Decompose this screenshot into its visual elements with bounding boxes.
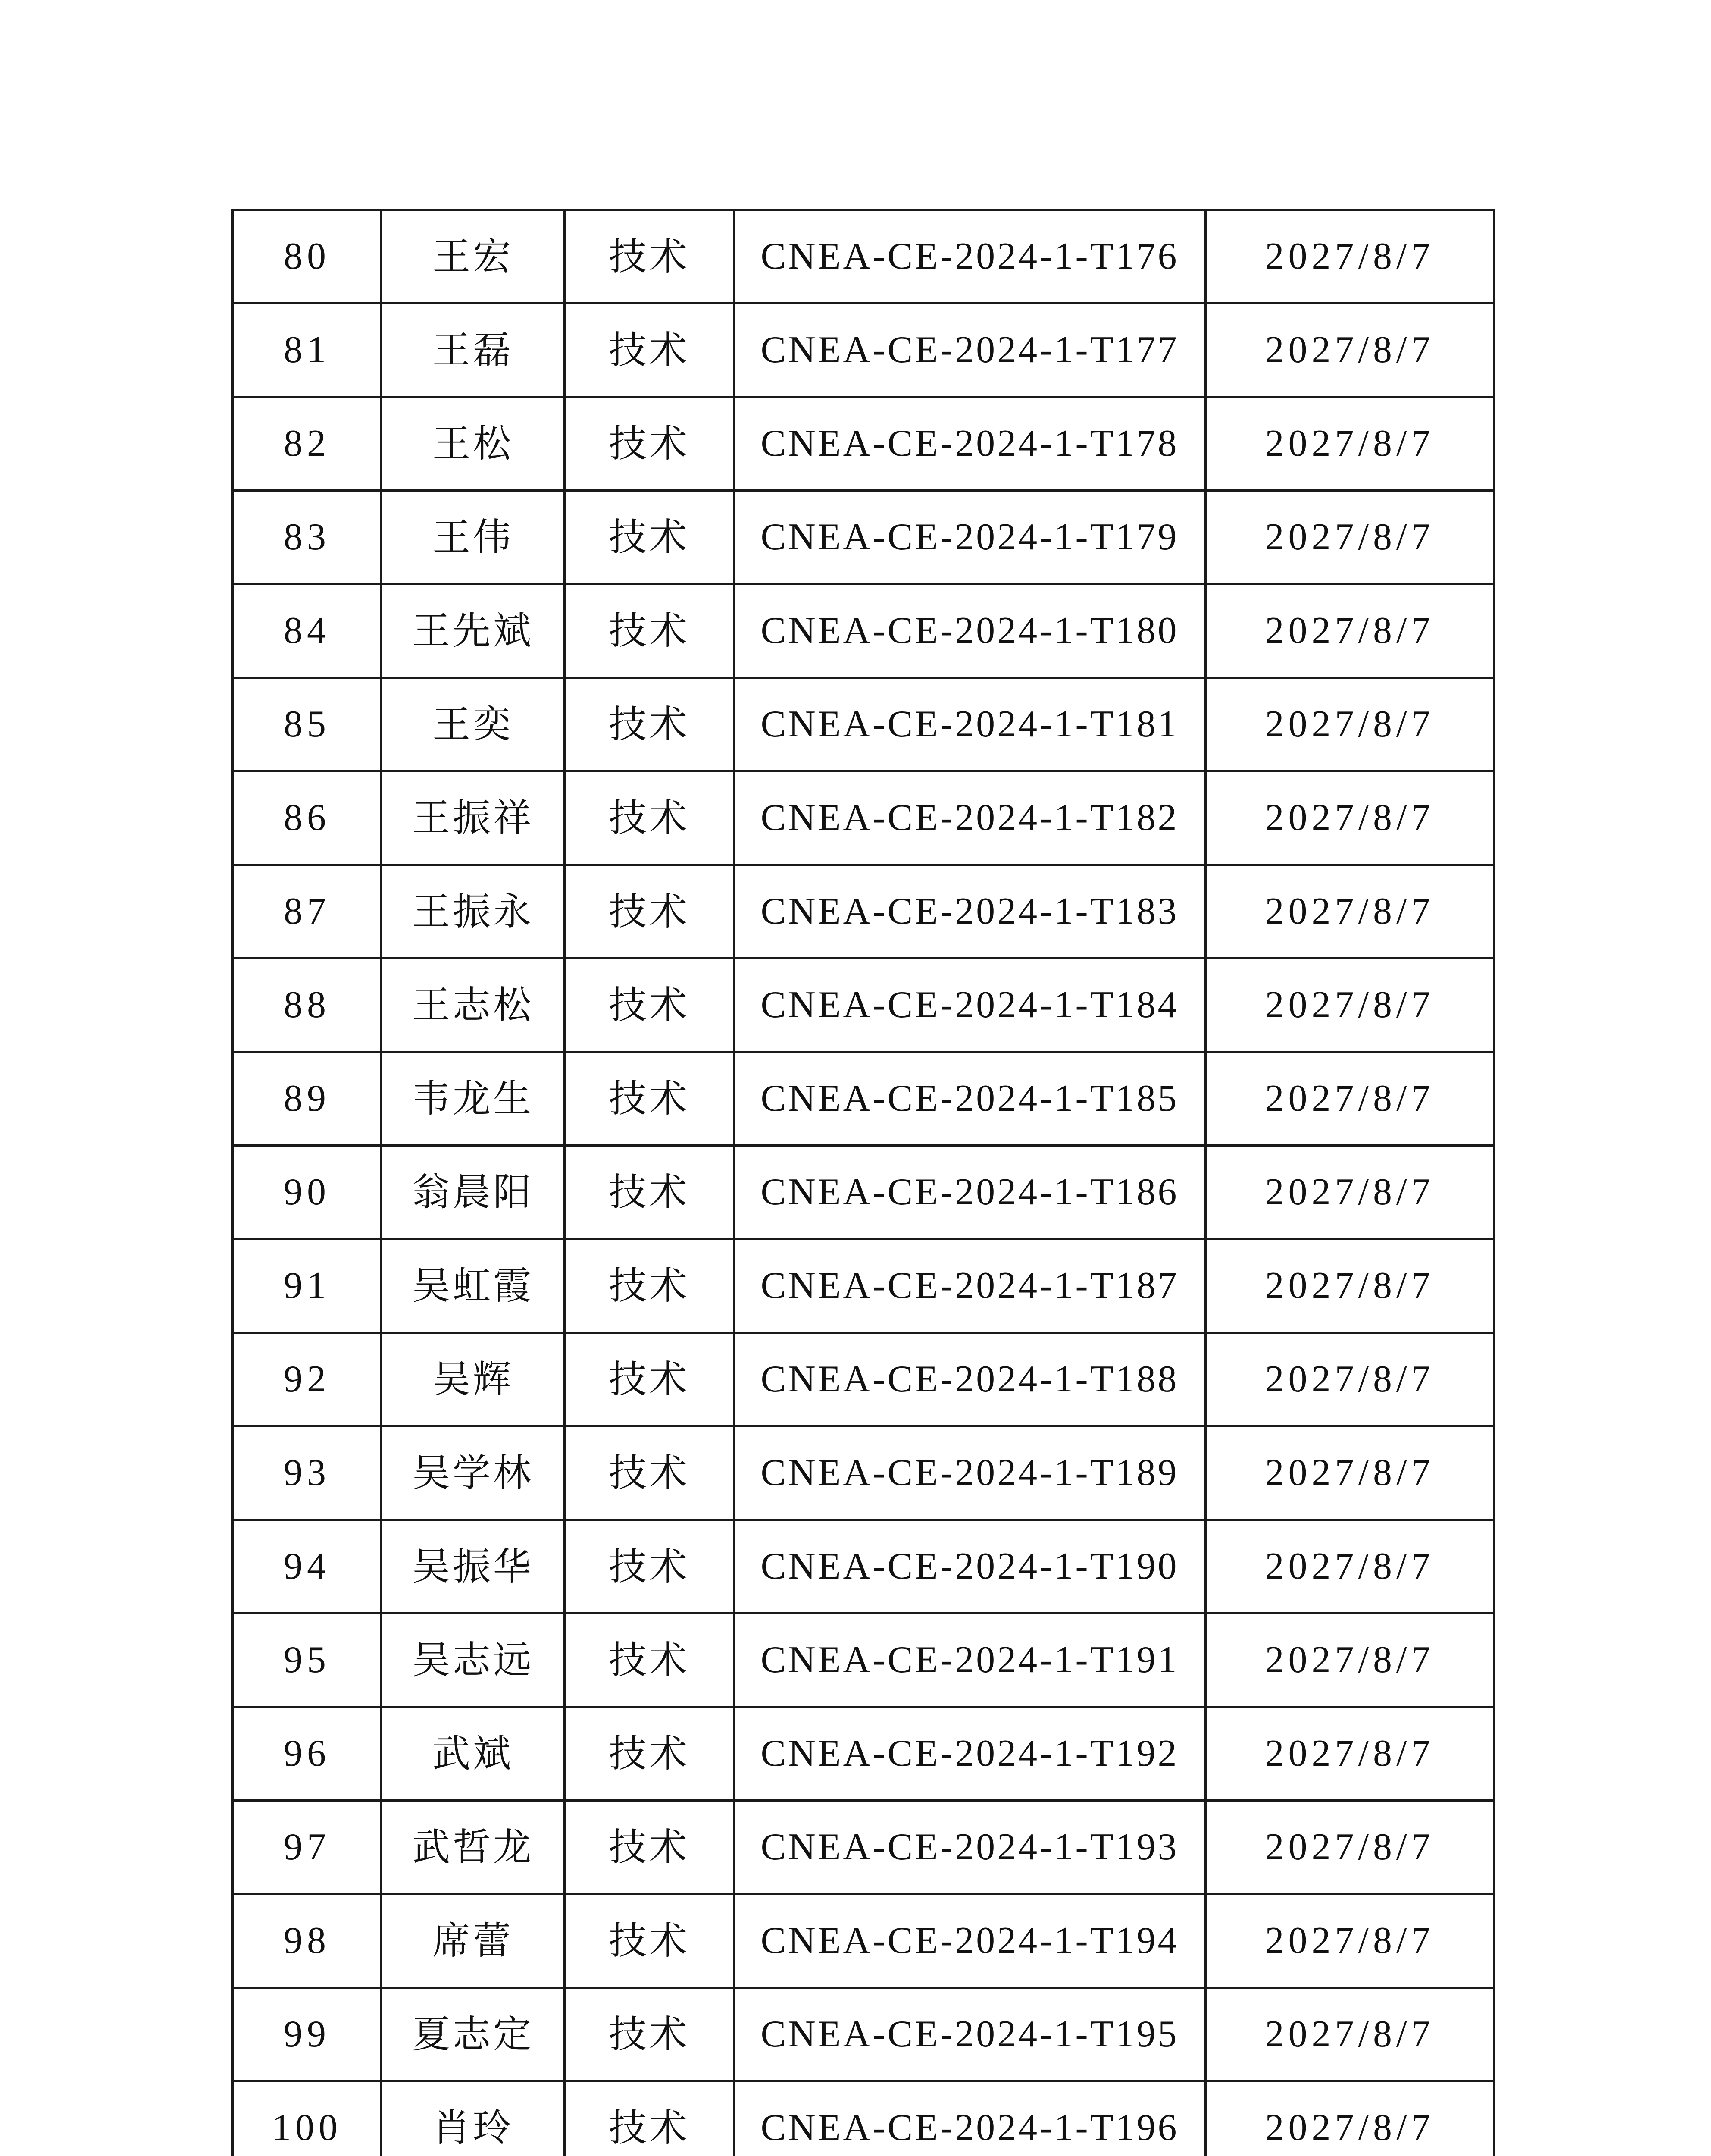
certificate-number-cell: CNEA-CE-2024-1-T187 (734, 1239, 1206, 1333)
certificate-number-cell: CNEA-CE-2024-1-T192 (734, 1707, 1206, 1801)
table-row (233, 959, 1494, 1052)
row-number-cell: 83 (233, 491, 382, 584)
valid-until-cell: 2027/8/7 (1206, 1614, 1494, 1707)
table-row (233, 584, 1494, 678)
valid-until-cell: 2027/8/7 (1206, 678, 1494, 771)
category-cell: 技术 (565, 491, 734, 584)
certificate-number-cell: CNEA-CE-2024-1-T183 (734, 865, 1206, 959)
valid-until-cell: 2027/8/7 (1206, 584, 1494, 678)
valid-until-cell: 2027/8/7 (1206, 1988, 1494, 2081)
category-cell: 技术 (565, 1707, 734, 1801)
table-row (233, 678, 1494, 771)
row-number-cell: 95 (233, 1614, 382, 1707)
category-cell: 技术 (565, 304, 734, 397)
category-cell: 技术 (565, 678, 734, 771)
row-number-cell: 81 (233, 304, 382, 397)
row-number-cell: 88 (233, 959, 382, 1052)
certificate-table-body (233, 210, 1494, 2156)
valid-until-cell: 2027/8/7 (1206, 1426, 1494, 1520)
category-cell: 技术 (565, 1426, 734, 1520)
row-number-cell: 94 (233, 1520, 382, 1614)
valid-until-cell: 2027/8/7 (1206, 1894, 1494, 1988)
certificate-number-cell: CNEA-CE-2024-1-T182 (734, 771, 1206, 865)
certificate-number-cell: CNEA-CE-2024-1-T181 (734, 678, 1206, 771)
certificate-number-cell: CNEA-CE-2024-1-T176 (734, 210, 1206, 304)
name-cell: 翁晨阳 (382, 1146, 565, 1239)
row-number-cell: 96 (233, 1707, 382, 1801)
name-cell: 肖玲 (382, 2081, 565, 2156)
row-number-cell: 80 (233, 210, 382, 304)
valid-until-cell: 2027/8/7 (1206, 865, 1494, 959)
name-cell: 武哲龙 (382, 1801, 565, 1894)
certificate-number-cell: CNEA-CE-2024-1-T189 (734, 1426, 1206, 1520)
name-cell: 王伟 (382, 491, 565, 584)
valid-until-cell: 2027/8/7 (1206, 1052, 1494, 1146)
valid-until-cell: 2027/8/7 (1206, 1333, 1494, 1426)
category-cell: 技术 (565, 1146, 734, 1239)
table-row (233, 1052, 1494, 1146)
name-cell: 吴学林 (382, 1426, 565, 1520)
name-cell: 吴志远 (382, 1614, 565, 1707)
row-number-cell: 98 (233, 1894, 382, 1988)
category-cell: 技术 (565, 865, 734, 959)
table-row (233, 2081, 1494, 2156)
row-number-cell: 100 (233, 2081, 382, 2156)
table-row (233, 771, 1494, 865)
table-row (233, 397, 1494, 491)
category-cell: 技术 (565, 1801, 734, 1894)
certificate-number-cell: CNEA-CE-2024-1-T194 (734, 1894, 1206, 1988)
category-cell: 技术 (565, 584, 734, 678)
valid-until-cell: 2027/8/7 (1206, 491, 1494, 584)
table-row (233, 304, 1494, 397)
name-cell: 夏志定 (382, 1988, 565, 2081)
valid-until-cell: 2027/8/7 (1206, 304, 1494, 397)
certificate-number-cell: CNEA-CE-2024-1-T186 (734, 1146, 1206, 1239)
name-cell: 王振永 (382, 865, 565, 959)
table-row (233, 865, 1494, 959)
certificate-number-cell: CNEA-CE-2024-1-T191 (734, 1614, 1206, 1707)
category-cell: 技术 (565, 1052, 734, 1146)
name-cell: 王奕 (382, 678, 565, 771)
category-cell: 技术 (565, 1520, 734, 1614)
table-row (233, 1707, 1494, 1801)
category-cell: 技术 (565, 397, 734, 491)
category-cell: 技术 (565, 1239, 734, 1333)
valid-until-cell: 2027/8/7 (1206, 959, 1494, 1052)
certificate-number-cell: CNEA-CE-2024-1-T190 (734, 1520, 1206, 1614)
certificate-number-cell: CNEA-CE-2024-1-T185 (734, 1052, 1206, 1146)
certificate-number-cell: CNEA-CE-2024-1-T188 (734, 1333, 1206, 1426)
category-cell: 技术 (565, 1988, 734, 2081)
table-row (233, 1520, 1494, 1614)
category-cell: 技术 (565, 2081, 734, 2156)
certificate-number-cell: CNEA-CE-2024-1-T196 (734, 2081, 1206, 2156)
table-row (233, 1801, 1494, 1894)
row-number-cell: 90 (233, 1146, 382, 1239)
certificate-table (231, 209, 1495, 2156)
row-number-cell: 92 (233, 1333, 382, 1426)
category-cell: 技术 (565, 210, 734, 304)
valid-until-cell: 2027/8/7 (1206, 2081, 1494, 2156)
name-cell: 吴辉 (382, 1333, 565, 1426)
valid-until-cell: 2027/8/7 (1206, 1801, 1494, 1894)
certificate-number-cell: CNEA-CE-2024-1-T195 (734, 1988, 1206, 2081)
name-cell: 王宏 (382, 210, 565, 304)
table-row (233, 1614, 1494, 1707)
row-number-cell: 93 (233, 1426, 382, 1520)
valid-until-cell: 2027/8/7 (1206, 210, 1494, 304)
valid-until-cell: 2027/8/7 (1206, 1707, 1494, 1801)
certificate-number-cell: CNEA-CE-2024-1-T180 (734, 584, 1206, 678)
table-row (233, 1426, 1494, 1520)
table-row (233, 210, 1494, 304)
table-row (233, 491, 1494, 584)
row-number-cell: 85 (233, 678, 382, 771)
row-number-cell: 89 (233, 1052, 382, 1146)
name-cell: 吴振华 (382, 1520, 565, 1614)
name-cell: 席蕾 (382, 1894, 565, 1988)
name-cell: 王磊 (382, 304, 565, 397)
row-number-cell: 97 (233, 1801, 382, 1894)
row-number-cell: 87 (233, 865, 382, 959)
category-cell: 技术 (565, 959, 734, 1052)
row-number-cell: 99 (233, 1988, 382, 2081)
row-number-cell: 82 (233, 397, 382, 491)
table-row (233, 1239, 1494, 1333)
name-cell: 王志松 (382, 959, 565, 1052)
row-number-cell: 84 (233, 584, 382, 678)
certificate-number-cell: CNEA-CE-2024-1-T193 (734, 1801, 1206, 1894)
category-cell: 技术 (565, 1333, 734, 1426)
certificate-number-cell: CNEA-CE-2024-1-T179 (734, 491, 1206, 584)
name-cell: 王松 (382, 397, 565, 491)
category-cell: 技术 (565, 1894, 734, 1988)
valid-until-cell: 2027/8/7 (1206, 1520, 1494, 1614)
table-row (233, 1333, 1494, 1426)
row-number-cell: 86 (233, 771, 382, 865)
certificate-number-cell: CNEA-CE-2024-1-T178 (734, 397, 1206, 491)
category-cell: 技术 (565, 1614, 734, 1707)
certificate-number-cell: CNEA-CE-2024-1-T177 (734, 304, 1206, 397)
table-row (233, 1988, 1494, 2081)
valid-until-cell: 2027/8/7 (1206, 1239, 1494, 1333)
table-row (233, 1146, 1494, 1239)
name-cell: 王振祥 (382, 771, 565, 865)
name-cell: 王先斌 (382, 584, 565, 678)
valid-until-cell: 2027/8/7 (1206, 771, 1494, 865)
valid-until-cell: 2027/8/7 (1206, 1146, 1494, 1239)
valid-until-cell: 2027/8/7 (1206, 397, 1494, 491)
table-row (233, 1894, 1494, 1988)
row-number-cell: 91 (233, 1239, 382, 1333)
category-cell: 技术 (565, 771, 734, 865)
name-cell: 吴虹霞 (382, 1239, 565, 1333)
name-cell: 韦龙生 (382, 1052, 565, 1146)
certificate-number-cell: CNEA-CE-2024-1-T184 (734, 959, 1206, 1052)
name-cell: 武斌 (382, 1707, 565, 1801)
